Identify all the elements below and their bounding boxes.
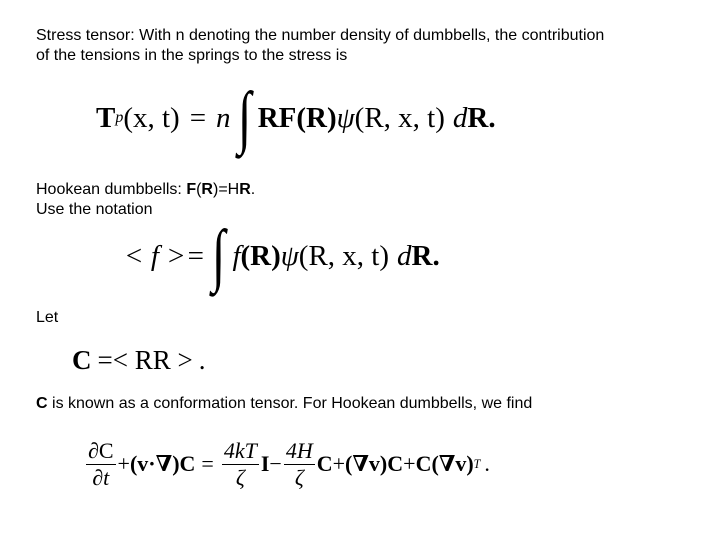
conformation-paragraph (36, 394, 686, 414)
eq-symbol: I (260, 451, 270, 476)
eq-term: (v·∇)C (129, 451, 196, 476)
eq-symbol: n (216, 101, 231, 134)
fraction-denominator: ∂t (92, 464, 110, 490)
eq-args: (R, x, t) (354, 101, 445, 134)
eq-operator: + (117, 451, 130, 476)
eq-symbol: R. (411, 239, 440, 272)
bold-symbol: R (201, 181, 213, 198)
eq-term: < f >= (124, 239, 206, 272)
paragraph-line (36, 180, 686, 200)
fraction (222, 439, 259, 488)
hookean-paragraph (36, 180, 686, 220)
stress-tensor-paragraph (36, 26, 686, 66)
eq-period: . (484, 451, 490, 476)
paragraph-text: is known as a conformation tensor. For Hookean dumbbells, we find (47, 395, 533, 412)
eq-symbol: ψ (280, 239, 299, 272)
paragraph-text: Hookean dumbbells: (36, 181, 187, 198)
integral-sign: ∫ (212, 217, 226, 294)
let-paragraph (36, 308, 686, 328)
paragraph-line: of the tensions in the springs to the stress is (36, 47, 348, 64)
eq-operator: + (332, 451, 346, 476)
paragraph-line: Stress tensor: With n denoting the number density of dumbbells, the contribution (36, 27, 605, 44)
eq-symbol: C (72, 344, 92, 375)
eq-term: =< RR > (97, 344, 193, 375)
eq-operator: − (269, 451, 282, 476)
fraction-numerator: 4kT (223, 438, 257, 464)
fraction (86, 439, 116, 488)
eq-term: RF(R) (257, 101, 337, 134)
eq-term: (∇v)C (345, 451, 404, 476)
eq-term: C(∇v) (415, 451, 474, 476)
fraction-denominator: ζ (294, 464, 304, 490)
paragraph-text: ( (196, 181, 202, 198)
eq-superscript: T (473, 456, 481, 471)
paragraph-line: Let (36, 309, 59, 326)
average-notation-equation (124, 217, 440, 294)
stress-tensor-equation (96, 79, 496, 156)
eq-symbol: R. (467, 101, 496, 134)
eq-symbol: ψ (336, 101, 355, 134)
fraction-numerator: ∂C (88, 438, 114, 464)
eq-args: (R) (240, 239, 281, 272)
eq-args: (x, t) (123, 101, 180, 134)
eq-symbol: d (452, 101, 468, 134)
eq-equals: = (201, 451, 214, 476)
conformation-evolution-equation (84, 432, 490, 496)
eq-symbol: T (96, 101, 116, 134)
eq-equals: = (189, 101, 207, 134)
eq-symbol: f (232, 239, 241, 272)
eq-subscript: p (115, 109, 124, 126)
paragraph-text: . (250, 181, 256, 198)
eq-symbol: d (397, 239, 412, 272)
bold-symbol: F (186, 181, 197, 198)
fraction-numerator: 4H (285, 438, 313, 464)
bold-symbol: R (239, 181, 251, 198)
eq-operator: + (403, 451, 416, 476)
eq-args: (R, x, t) (298, 239, 390, 272)
eq-period: . (198, 344, 206, 375)
paragraph-line: Use the notation (36, 201, 153, 218)
conformation-definition-equation (72, 342, 205, 378)
fraction (284, 439, 315, 488)
fraction-denominator: ζ (235, 464, 245, 490)
paragraph-text: )=H (212, 181, 240, 198)
eq-symbol: C (316, 451, 333, 476)
integral-sign: ∫ (237, 79, 251, 156)
bold-symbol: C (36, 395, 48, 412)
paragraph-line (36, 394, 686, 414)
